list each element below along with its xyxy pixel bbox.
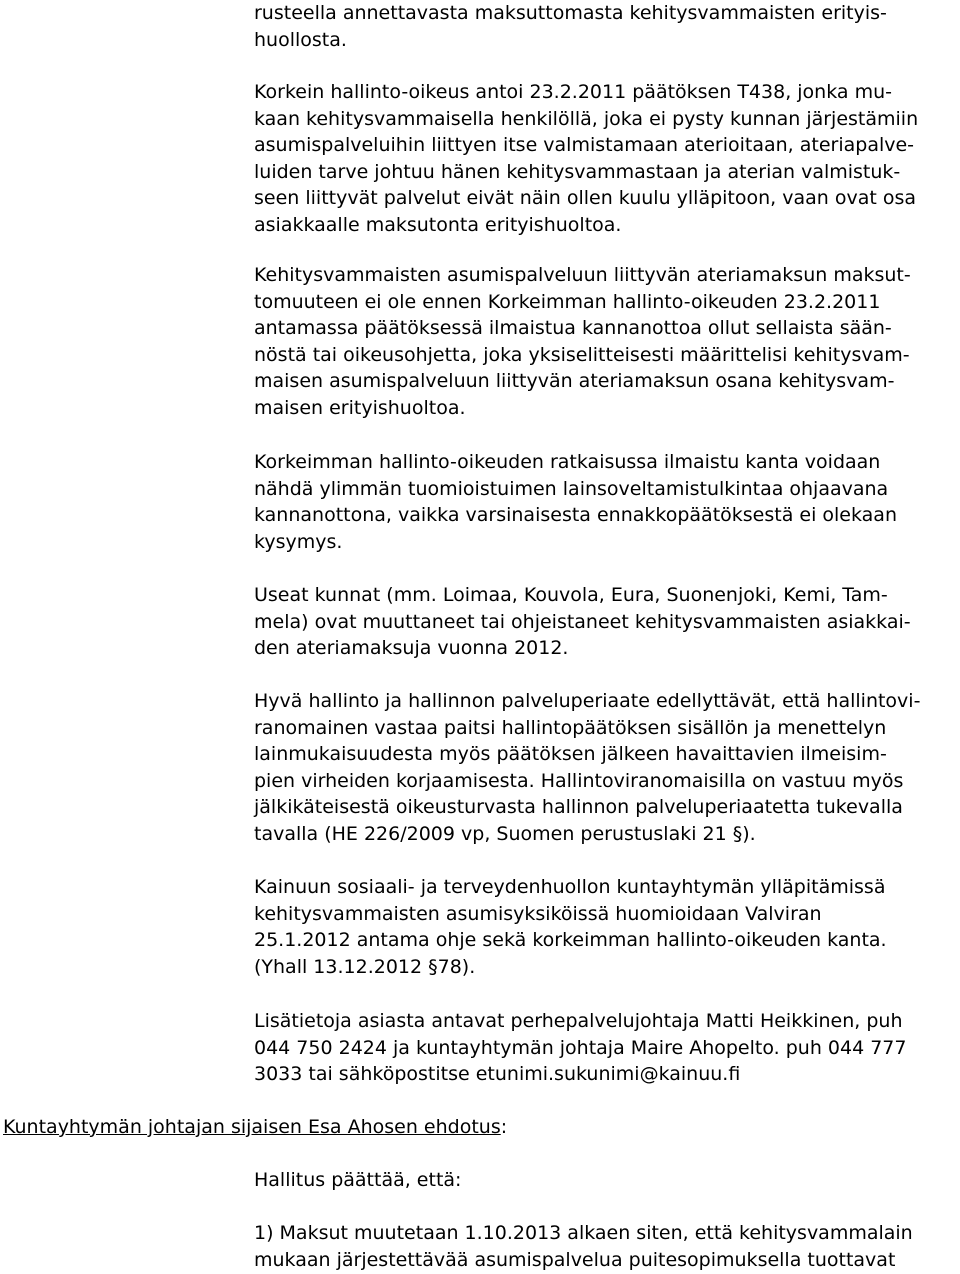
text-line: maisen asumispalveluun liittyvän ateriamaksun osana kehitysvam- bbox=[254, 370, 895, 392]
text-line: jälkikäteisestä oikeusturvasta hallinnon palveluperiaatetta tukevalla bbox=[254, 796, 903, 818]
text-line: seen liittyvät palvelut eivät näin ollen kuulu ylläpitoon, vaan ovat osa bbox=[254, 187, 917, 209]
text-line: Korkeimman hallinto-oikeuden ratkaisussa ilmaistu kanta voidaan bbox=[254, 451, 881, 473]
text-line: huollosta. bbox=[254, 28, 347, 51]
text-line: pien virheiden korjaamisesta. Hallintoviranomaisilla on vastuu myös bbox=[254, 769, 904, 792]
text-line: asiakkaalle maksutonta erityishuoltoa. bbox=[254, 213, 622, 236]
text-line: 3033 tai sähköpostitse etunimi.sukunimi@kainuu.fi bbox=[254, 1063, 741, 1085]
paragraph-intro-end bbox=[254, 0, 954, 53]
paragraph-municipalities bbox=[254, 582, 954, 662]
paragraph-contact-info bbox=[254, 1008, 954, 1088]
paragraph-decision-item-1 bbox=[254, 1220, 954, 1273]
text-line: asumispalveluihin liittyen itse valmistamaan aterioitaan, ateriapalve- bbox=[254, 134, 915, 156]
text-line: rusteella annettavasta maksuttomasta kehitysvammaisten erityis- bbox=[254, 2, 887, 24]
text-line: tavalla (HE 226/2009 vp, Suomen perustuslaki 21 §). bbox=[254, 822, 756, 845]
text-line: Kainuun sosiaali- ja terveydenhuollon kuntayhtymän ylläpitämissä bbox=[254, 876, 886, 898]
text-line: ranomainen vastaa paitsi hallintopäätöksen sisällön ja menettelyn bbox=[254, 716, 887, 739]
text-line: kysymys. bbox=[254, 530, 343, 553]
paragraph-kainuu-units bbox=[254, 874, 954, 980]
text-line: 044 750 2424 ja kuntayhtymän johtaja Maire Ahopelto. puh 044 777 bbox=[254, 1036, 907, 1059]
text-line: tomuuteen ei ole ennen Korkeimman hallinto-oikeuden 23.2.2011 bbox=[254, 290, 881, 313]
text-line: nöstä tai oikeusohjetta, joka yksiselitteisesti määrittelisi kehitysvam- bbox=[254, 343, 910, 366]
text-line: mela) ovat muuttaneet tai ohjeistaneet kehitysvammaisten asiakkai- bbox=[254, 610, 911, 633]
text-line: maisen erityishuoltoa. bbox=[254, 396, 466, 419]
text-line: Korkein hallinto-oikeus antoi 23.2.2011 päätöksen T438, jonka mu- bbox=[254, 81, 892, 103]
proposal-heading-text: Kuntayhtymän johtajan sijaisen Esa Ahosen ehdotus bbox=[3, 1116, 501, 1138]
text-line: lainmukaisuudesta myös päätöksen jälkeen havaittavien ilmeisim- bbox=[254, 743, 887, 765]
text-line: Lisätietoja asiasta antavat perhepalvelujohtaja Matti Heikkinen, puh bbox=[254, 1010, 903, 1032]
paragraph-meal-fee bbox=[254, 262, 954, 421]
paragraph-board-decides bbox=[254, 1167, 954, 1194]
text-line: kaan kehitysvammaisella henkilöllä, joka ei pysty kunnan järjestämiin bbox=[254, 107, 919, 130]
text-line: antamassa päätöksessä ilmaistua kannanottoa ollut sellaista sään- bbox=[254, 317, 892, 339]
text-line: Hyvä hallinto ja hallinnon palveluperiaate edellyttävät, että hallintovi- bbox=[254, 690, 921, 712]
proposal-heading-colon: : bbox=[500, 1116, 508, 1138]
text-line: luiden tarve johtuu hänen kehitysvammastaan ja aterian valmistuk- bbox=[254, 160, 901, 183]
paragraph-kho-decision bbox=[254, 79, 954, 238]
proposal-heading bbox=[3, 1114, 507, 1141]
text-line: Hallitus päättää, että: bbox=[254, 1169, 462, 1191]
paragraph-court-stance bbox=[254, 449, 954, 555]
text-line: 1) Maksut muutetaan 1.10.2013 alkaen siten, että kehitysvammalain bbox=[254, 1222, 913, 1244]
text-line: kannanottona, vaikka varsinaisesta ennakkopäätöksestä ei olekaan bbox=[254, 504, 897, 526]
text-line: den ateriamaksuja vuonna 2012. bbox=[254, 637, 569, 659]
text-line: Useat kunnat (mm. Loimaa, Kouvola, Eura, Suonenjoki, Kemi, Tam- bbox=[254, 584, 888, 606]
text-line: (Yhall 13.12.2012 §78). bbox=[254, 955, 476, 978]
text-line: 25.1.2012 antama ohje sekä korkeimman hallinto-oikeuden kanta. bbox=[254, 929, 887, 951]
paragraph-good-administration bbox=[254, 688, 954, 847]
text-line: kehitysvammaisten asumisyksiköissä huomioidaan Valviran bbox=[254, 902, 822, 925]
text-line: Kehitysvammaisten asumispalveluun liittyvän ateriamaksun maksut- bbox=[254, 264, 911, 286]
text-line: nähdä ylimmän tuomioistuimen lainsoveltamistulkintaa ohjaavana bbox=[254, 477, 889, 500]
text-line: mukaan järjestettävää asumispalvelua puitesopimuksella tuottavat bbox=[254, 1248, 896, 1271]
